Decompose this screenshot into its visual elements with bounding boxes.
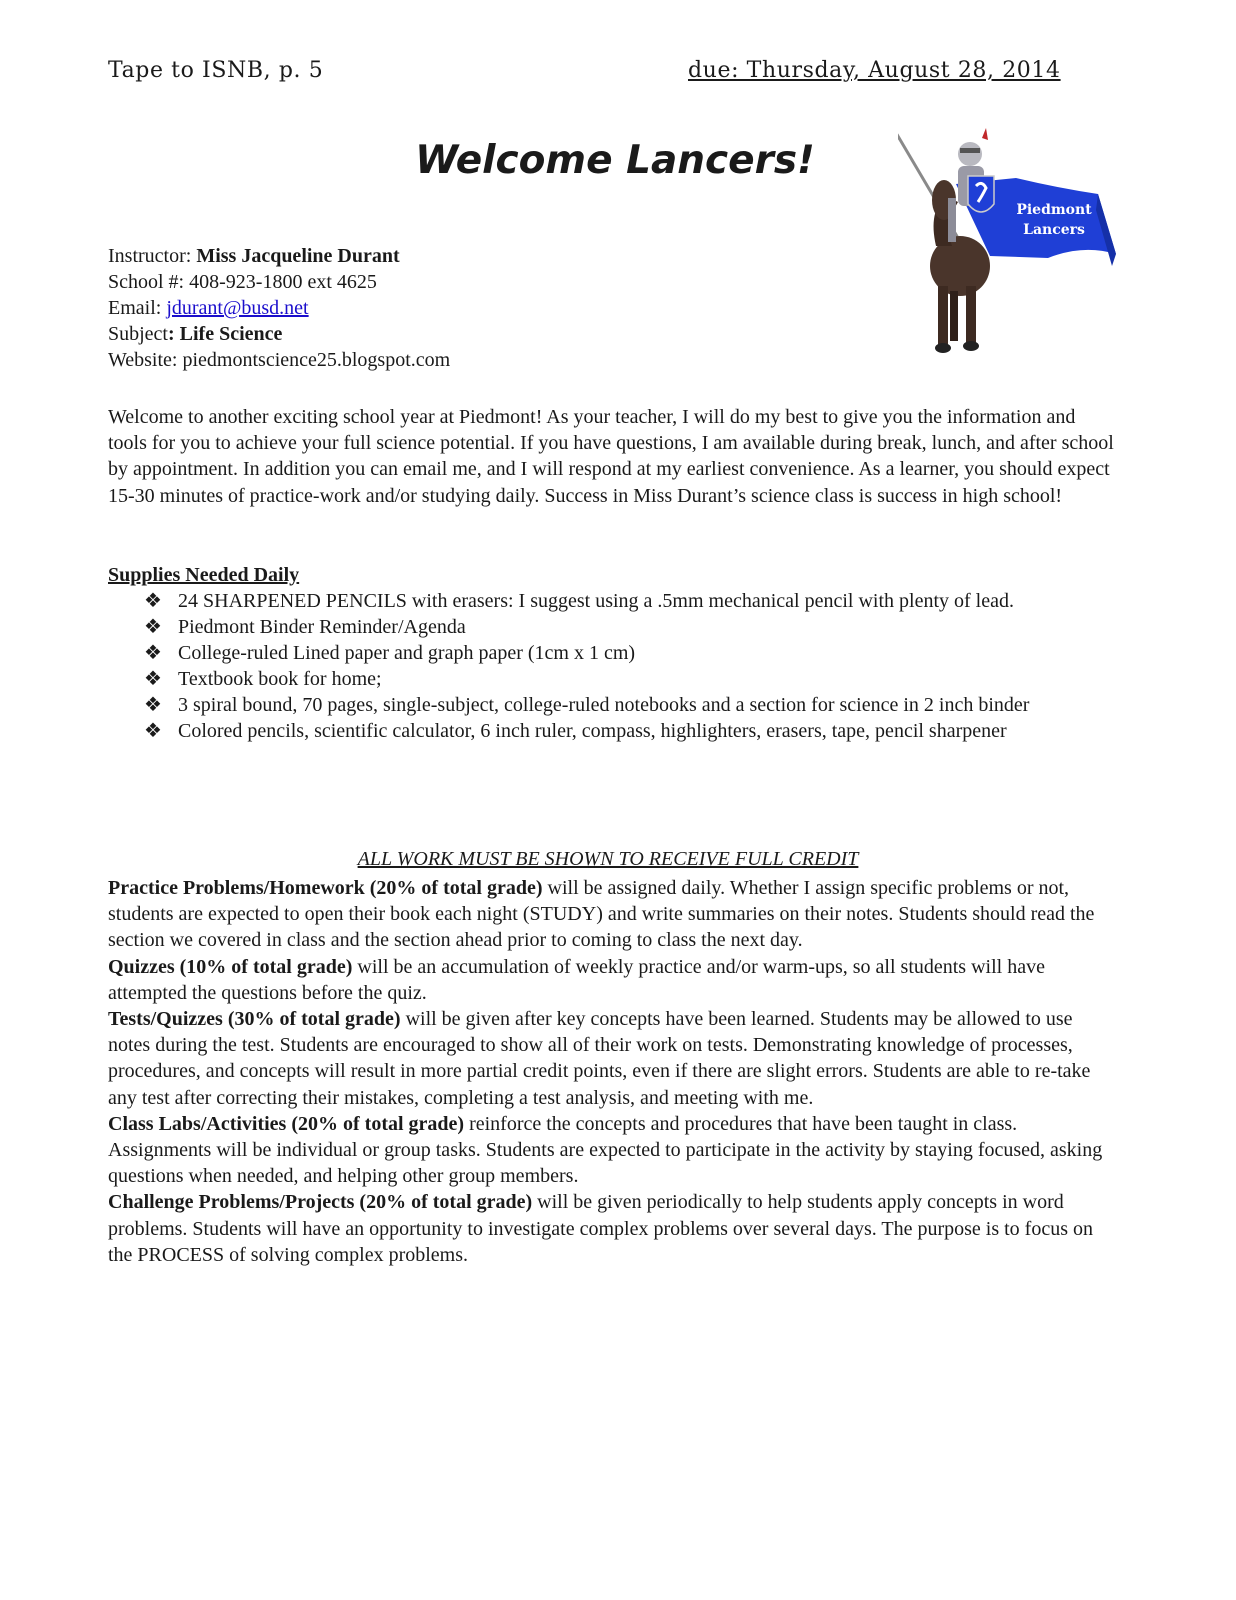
instructor-row	[108, 243, 450, 269]
grading-label: Challenge Problems/Projects (20% of total grade)	[108, 1191, 533, 1214]
page-title: Welcome Lancers!	[415, 138, 815, 183]
supply-text: 24 SHARPENED PENCILS with erasers: I suggest using a .5mm mechanical pencil with plenty of lead.	[178, 590, 1014, 612]
knight-on-horse-icon	[898, 126, 1138, 366]
grading-item-homework	[108, 875, 1118, 954]
grading-text: will be assigned daily. Whether I assign specific problems or not, students are expected to open their book each night (STUDY) and write summaries on their notes. Students should read the section we covered in class and the section ahead prior to coming to class the next day.	[108, 877, 1095, 952]
grading-section	[108, 875, 1118, 1268]
supply-text: Piedmont Binder Reminder/Agenda	[178, 616, 466, 638]
banner-line-1: Piedmont	[1016, 202, 1092, 218]
grading-item-challenge	[108, 1189, 1118, 1268]
subject-value: : Life Science	[168, 323, 283, 345]
grading-text: will be an accumulation of weekly practice and/or warm-ups, so all students will have attempted the questions before the quiz.	[108, 955, 1045, 1004]
grading-item-labs	[108, 1111, 1118, 1190]
instructor-label: Instructor:	[108, 245, 197, 267]
grading-item-quizzes	[108, 954, 1118, 1006]
supply-item	[108, 666, 1118, 692]
intro-paragraph: Welcome to another exciting school year at Piedmont! As your teacher, I will do my best to give you the information and tools for you to achieve your full science potential. If you have questions, I am available during break, lunch, and after school by appointment. In addition you can email me, and I will respond at my earliest convenience. As a learner, you should expect 15-30 minutes of practice-work and/or studying daily. Success in Miss Durant’s science class is success in high school!	[108, 406, 1114, 507]
supplies-section	[108, 562, 1118, 744]
supply-text: Textbook book for home;	[178, 668, 382, 690]
email-link[interactable]: jdurant@busd.net	[166, 297, 309, 319]
work-requirement-banner: ALL WORK MUST BE SHOWN TO RECEIVE FULL CREDIT	[357, 848, 859, 870]
school-label: School #:	[108, 271, 190, 293]
school-phone-row	[108, 269, 450, 295]
supply-text: College-ruled Lined paper and graph paper (1cm x 1 cm)	[178, 642, 636, 664]
diamond-bullet-icon: ❖	[144, 668, 162, 690]
grading-label: Practice Problems/Homework (20% of total grade)	[108, 877, 543, 899]
email-label: Email:	[108, 297, 167, 319]
subject-label: Subject	[108, 323, 168, 345]
header-due-date: due: Thursday, August 28, 2014	[688, 58, 1061, 83]
website-row	[108, 347, 450, 373]
grading-label: Tests/Quizzes (30% of total grade)	[108, 1008, 401, 1031]
subject-row	[108, 321, 450, 347]
instructor-info	[108, 243, 450, 373]
supply-item	[108, 718, 1118, 744]
supply-item	[108, 588, 1118, 614]
diamond-bullet-icon: ❖	[144, 590, 162, 612]
supply-text: 3 spiral bound, 70 pages, single-subject, college-ruled notebooks and a section for science in 2 inch binder	[178, 694, 1030, 716]
diamond-bullet-icon: ❖	[144, 616, 162, 638]
header-left-note: Tape to ISNB, p. 5	[108, 58, 324, 83]
supply-item	[108, 692, 1118, 718]
grading-text: reinforce the concepts and procedures that have been taught in class. Assignments will be individual or group tasks. Students are expected to participate in the activity by staying focused, asking questions when needed, and helping other group members.	[108, 1112, 1103, 1188]
diamond-bullet-icon: ❖	[144, 642, 162, 664]
instructor-name: Miss Jacqueline Durant	[196, 245, 400, 267]
supply-item	[108, 640, 1118, 666]
supplies-heading: Supplies Needed Daily	[108, 564, 300, 586]
diamond-bullet-icon: ❖	[144, 720, 162, 742]
grading-label: Quizzes (10% of total grade)	[108, 955, 353, 978]
diamond-bullet-icon: ❖	[144, 694, 162, 716]
grading-text: will be given periodically to help students apply concepts in word problems. Students will have an opportunity to investigate complex problems over several days. The purpose is to focus on the PROCESS of solving complex problems.	[108, 1191, 1093, 1266]
website-label: Website:	[108, 349, 183, 371]
supply-item	[108, 614, 1118, 640]
grading-item-tests	[108, 1006, 1118, 1111]
supplies-list	[108, 588, 1118, 744]
website-url: piedmontscience25.blogspot.com	[182, 349, 451, 371]
grading-text: will be given after key concepts have been learned. Students may be allowed to use notes during the test. Students are encouraged to show all of their work on tests. Demonstrating knowledge of processes, procedures, and concepts will result in more partial credit points, even if there are slight errors. Students are able to re-take any test after correcting their mistakes, completing a test analysis, and meeting with me.	[108, 1008, 1091, 1109]
supply-text: Colored pencils, scientific calculator, 6 inch ruler, compass, highlighters, erasers, tape, pencil sharpener	[178, 720, 1007, 742]
school-phone: 408-923-1800 ext 4625	[189, 271, 377, 293]
grading-label: Class Labs/Activities (20% of total grade)	[108, 1112, 465, 1135]
banner-line-2: Lancers	[1023, 222, 1085, 238]
email-row	[108, 295, 450, 321]
